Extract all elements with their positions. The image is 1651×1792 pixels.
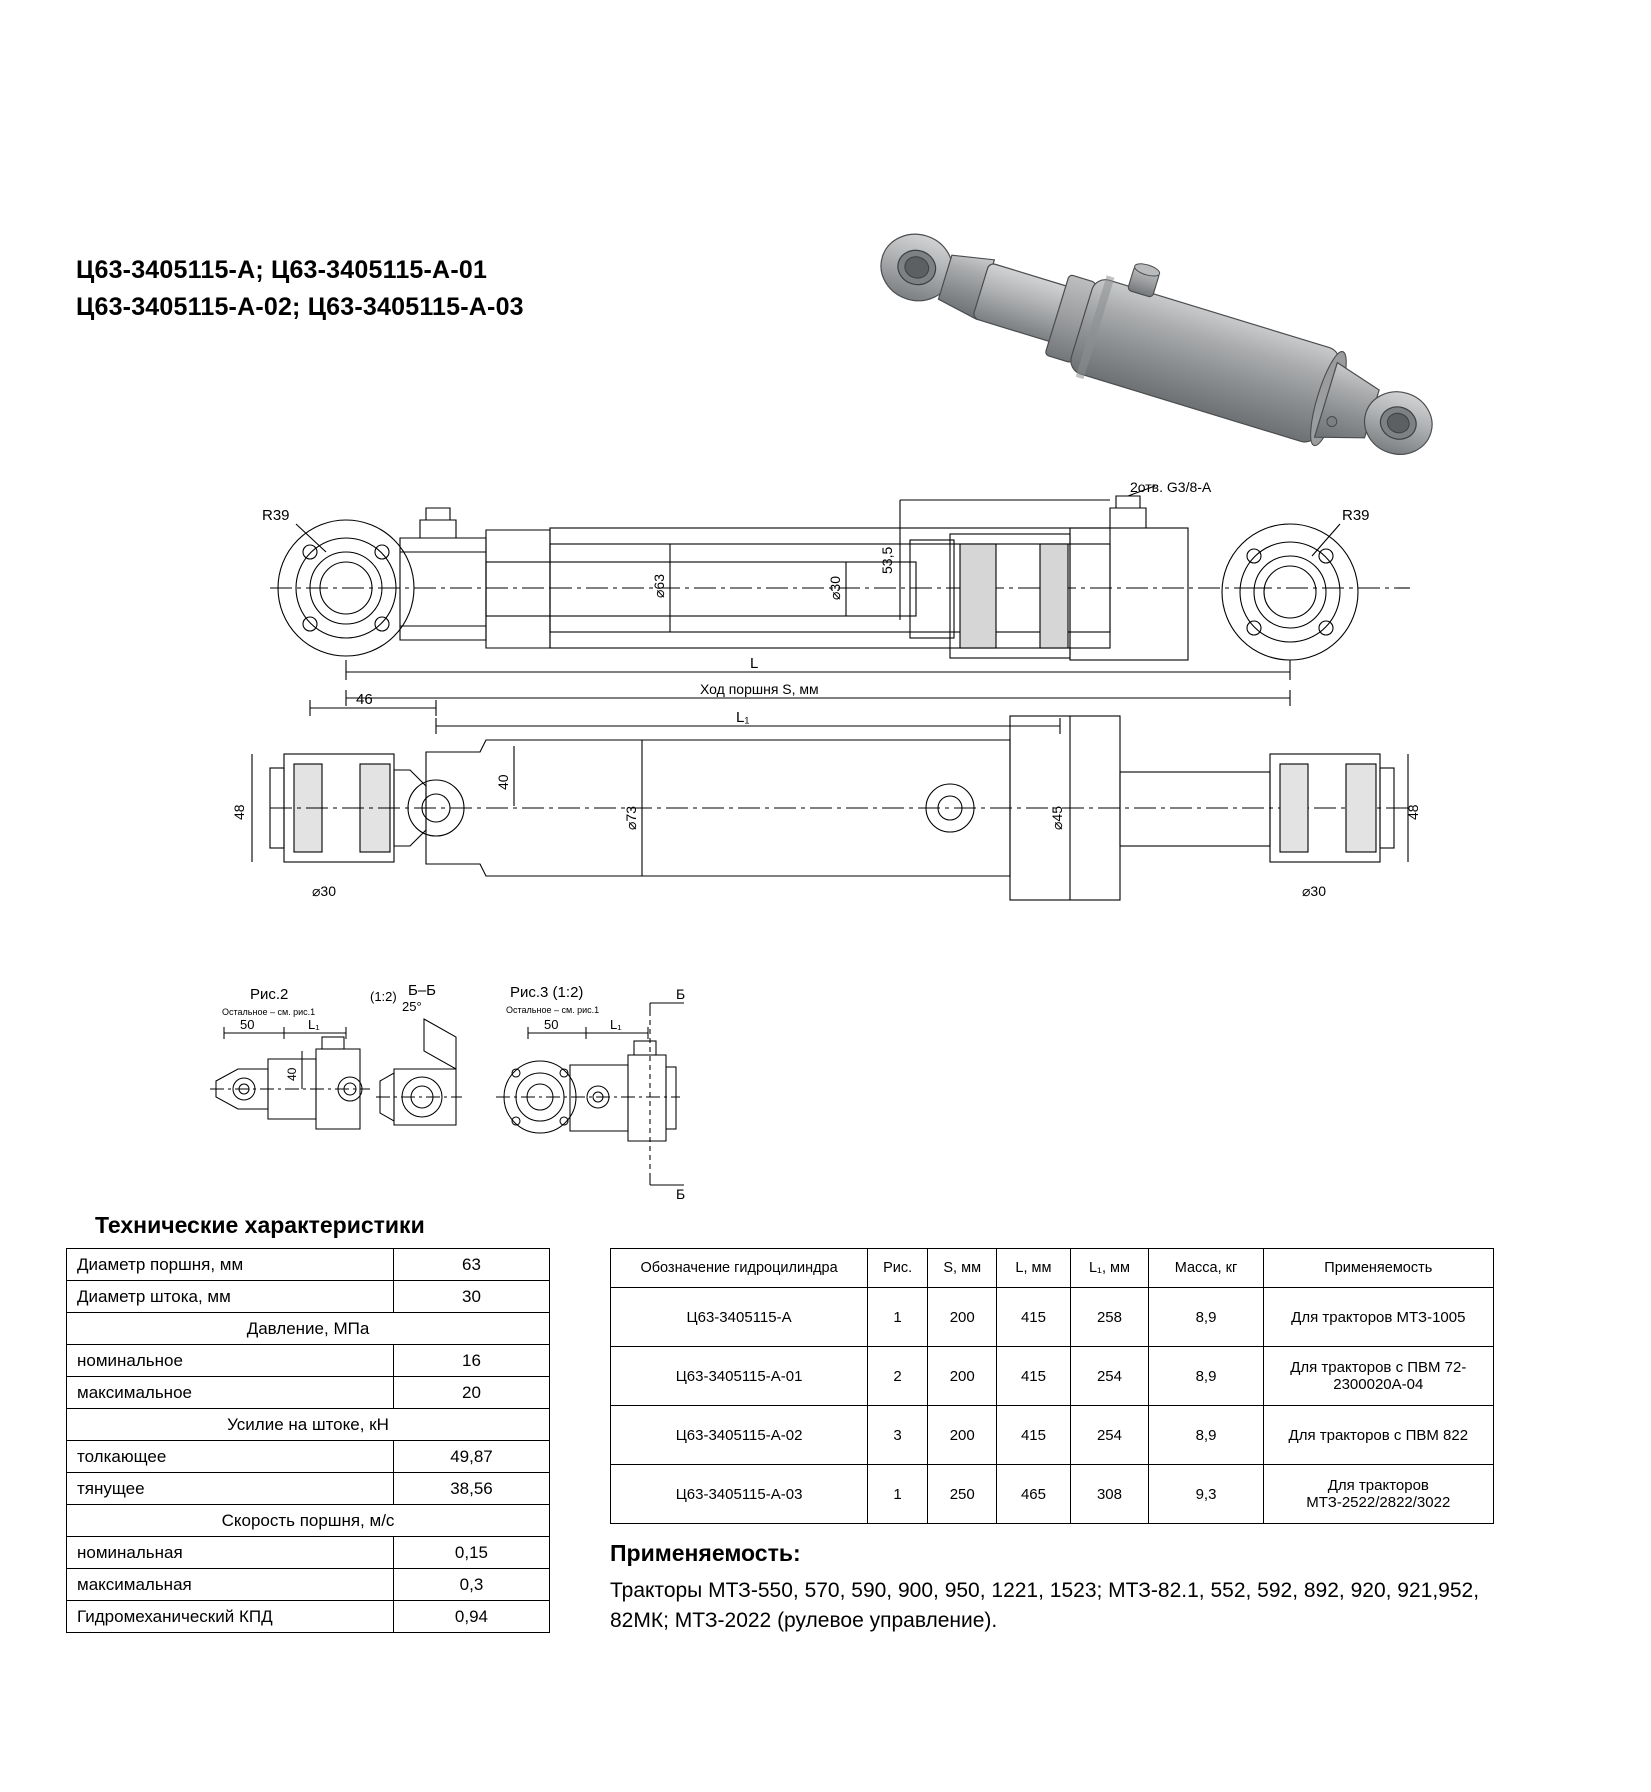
cell-mass: 8,9 <box>1149 1406 1263 1465</box>
col-designation: Обозначение гидроцилиндра <box>611 1249 868 1288</box>
cell-l1: 258 <box>1070 1288 1149 1347</box>
label-ris2: Рис.2 <box>250 986 289 1003</box>
table-row <box>611 1288 1494 1347</box>
dim-dia-30: ⌀30 <box>827 575 843 600</box>
cell-mass: 8,9 <box>1149 1288 1263 1347</box>
spec-label: Диаметр штока, мм <box>67 1281 394 1313</box>
spec-section-label: Скорость поршня, м/с <box>67 1505 550 1537</box>
col-l1: L₁, мм <box>1070 1249 1149 1288</box>
col-applicability: Применяемость <box>1263 1249 1493 1288</box>
spec-label: тянущее <box>67 1473 394 1505</box>
table-row <box>67 1377 550 1409</box>
spec-value: 16 <box>393 1345 549 1377</box>
product-title <box>76 252 524 326</box>
dim-ris3-L1: L₁ <box>610 1017 622 1032</box>
cell-l: 415 <box>997 1288 1070 1347</box>
cell-s: 200 <box>928 1347 997 1406</box>
spec-value: 49,87 <box>393 1441 549 1473</box>
spec-label: толкающее <box>67 1441 394 1473</box>
spec-value: 63 <box>393 1249 549 1281</box>
table-row <box>67 1345 550 1377</box>
cell-applicability: Для тракторов МТЗ-1005 <box>1263 1288 1493 1347</box>
dim-dia-45: ⌀45 <box>1049 805 1065 830</box>
table-header-row <box>611 1249 1494 1288</box>
cell-designation: Ц63-3405115-А-01 <box>611 1347 868 1406</box>
table-row <box>67 1505 550 1537</box>
table-row <box>67 1473 550 1505</box>
cell-l1: 254 <box>1070 1347 1149 1406</box>
cell-s: 200 <box>928 1288 997 1347</box>
table-row <box>67 1537 550 1569</box>
spec-label: номинальная <box>67 1537 394 1569</box>
cell-l: 415 <box>997 1406 1070 1465</box>
table-row <box>67 1569 550 1601</box>
table-row <box>67 1601 550 1633</box>
cell-mass: 9,3 <box>1149 1465 1263 1524</box>
table-row <box>67 1281 550 1313</box>
cell-s: 200 <box>928 1406 997 1465</box>
label-section-bb: Б–Б <box>408 982 437 999</box>
dim-L: L <box>750 655 759 672</box>
dim-L1: L₁ <box>736 709 750 726</box>
variants-table <box>610 1248 1494 1524</box>
col-s: S, мм <box>928 1249 997 1288</box>
spec-table <box>66 1248 550 1633</box>
table-row <box>67 1313 550 1345</box>
dim-dia-63: ⌀63 <box>651 573 667 598</box>
col-l: L, мм <box>997 1249 1070 1288</box>
product-title-line-1: Ц63-3405115-А; Ц63-3405115-А-01 <box>76 256 488 284</box>
cell-mass: 8,9 <box>1149 1347 1263 1406</box>
cell-applicability: Для тракторов с ПВМ 72-2300020А-04 <box>1263 1347 1493 1406</box>
spec-section-label: Усилие на штоке, кН <box>67 1409 550 1441</box>
cell-s: 250 <box>928 1465 997 1524</box>
spec-section-label: Давление, МПа <box>67 1313 550 1345</box>
table-row <box>67 1441 550 1473</box>
dim-46: 46 <box>356 691 373 708</box>
table-row <box>611 1406 1494 1465</box>
spec-label: максимальное <box>67 1377 394 1409</box>
cell-l1: 254 <box>1070 1406 1149 1465</box>
dim-dia-30-left: ⌀30 <box>312 883 337 899</box>
label-ris3: Рис.3 (1:2) <box>510 984 584 1001</box>
spec-label: номинальное <box>67 1345 394 1377</box>
cell-applicability: Для тракторов с ПВМ 822 <box>1263 1406 1493 1465</box>
spec-value: 0,3 <box>393 1569 549 1601</box>
col-mass: Масса, кг <box>1149 1249 1263 1288</box>
dim-ris3-50: 50 <box>544 1017 559 1032</box>
cell-designation: Ц63-3405115-А <box>611 1288 868 1347</box>
label-ris3-note: Остальное – см. рис.1 <box>506 1005 600 1015</box>
cell-ris: 2 <box>868 1347 928 1406</box>
cell-ris: 3 <box>868 1406 928 1465</box>
label-r39-right: R39 <box>1342 507 1370 524</box>
table-row <box>611 1347 1494 1406</box>
cell-ris: 1 <box>868 1465 928 1524</box>
product-3d-render <box>820 245 1460 485</box>
cell-designation: Ц63-3405115-А-03 <box>611 1465 868 1524</box>
spec-label: максимальная <box>67 1569 394 1601</box>
dim-ris2-40: 40 <box>285 1067 299 1081</box>
cell-l: 465 <box>997 1465 1070 1524</box>
dim-dia-73: ⌀73 <box>623 805 639 830</box>
label-angle-25: 25° <box>402 999 422 1014</box>
label-scale-12: (1:2) <box>370 989 397 1004</box>
auxiliary-views <box>210 982 770 1205</box>
cell-l: 415 <box>997 1347 1070 1406</box>
spec-value: 38,56 <box>393 1473 549 1505</box>
label-b-top: Б <box>676 986 686 1002</box>
dim-48-right: 48 <box>1405 804 1421 820</box>
cell-l1: 308 <box>1070 1465 1149 1524</box>
table-row <box>611 1465 1494 1524</box>
spec-label: Диаметр поршня, мм <box>67 1249 394 1281</box>
product-title-line-2: Ц63-3405115-А-02; Ц63-3405115-А-03 <box>76 293 524 321</box>
table-row <box>67 1409 550 1441</box>
label-ris2-note: Остальное – см. рис.1 <box>222 1007 316 1017</box>
dim-ris2-50: 50 <box>240 1017 255 1032</box>
dim-48-left: 48 <box>231 804 247 820</box>
applicability-text: Тракторы МТЗ-550, 570, 590, 900, 950, 1221, 1523; МТЗ-82.1, 552, 592, 892, 920, 921,952, 82МК; МТЗ-2022 (рулевое управление). <box>610 1579 1480 1632</box>
dim-stroke: Ход поршня S, мм <box>700 681 819 697</box>
spec-value: 0,94 <box>393 1601 549 1633</box>
dim-dia-30-right: ⌀30 <box>1302 883 1327 899</box>
spec-value: 0,15 <box>393 1537 549 1569</box>
dim-53-5: 53,5 <box>879 546 895 574</box>
cell-designation: Ц63-3405115-А-02 <box>611 1406 868 1465</box>
label-b-bottom: Б <box>676 1186 686 1202</box>
dim-ris2-L1: L₁ <box>308 1017 320 1032</box>
spec-value: 20 <box>393 1377 549 1409</box>
dim-40: 40 <box>495 774 511 790</box>
table-row <box>67 1249 550 1281</box>
spec-table-heading: Технические характеристики <box>95 1212 425 1238</box>
spec-value: 30 <box>393 1281 549 1313</box>
cell-applicability: Для тракторов МТЗ-2522/2822/3022 <box>1263 1465 1493 1524</box>
col-ris: Рис. <box>868 1249 928 1288</box>
applicability-heading: Применяемость: <box>610 1540 801 1566</box>
spec-label: Гидромеханический КПД <box>67 1601 394 1633</box>
label-thread-port: 2отв. G3/8-А <box>1130 479 1212 495</box>
cell-ris: 1 <box>868 1288 928 1347</box>
label-r39-left: R39 <box>262 507 290 524</box>
